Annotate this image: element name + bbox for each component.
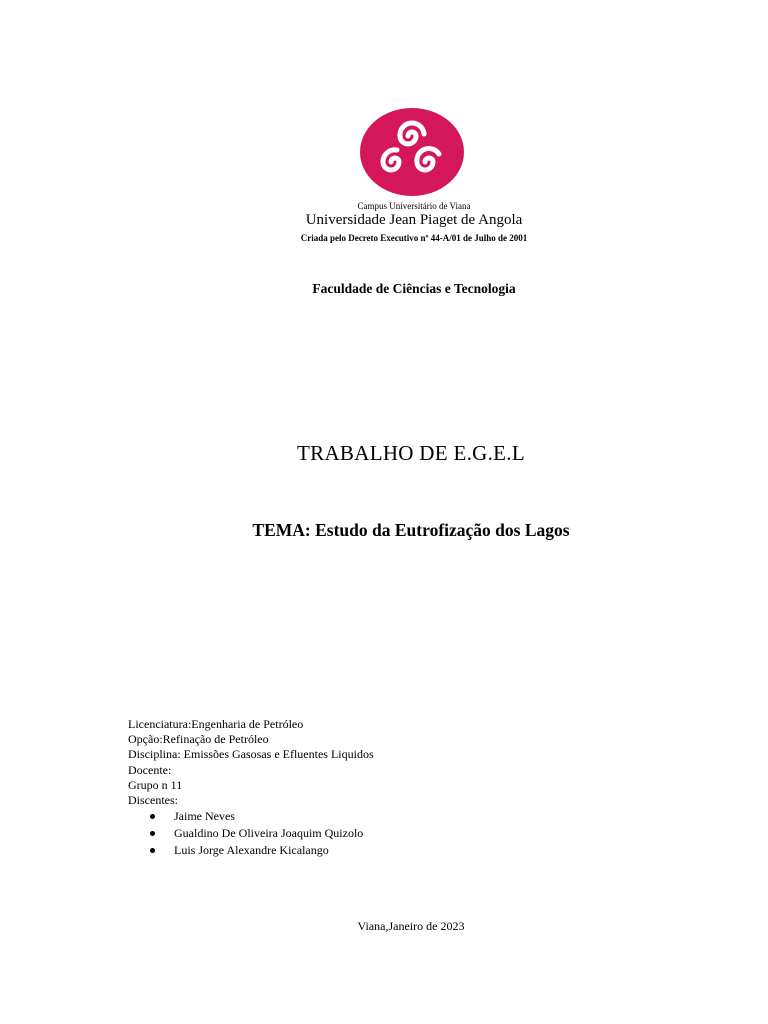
students-list [128, 808, 374, 859]
opcao-line: Opção:Refinação de Petróleo [128, 732, 269, 747]
document-theme: TEMA: Estudo da Eutrofização dos Lagos [252, 520, 570, 540]
student-name: Gualdino De Oliveira Joaquim Quizolo [174, 826, 364, 841]
docente-line: Docente: [128, 762, 172, 777]
info-block [128, 717, 374, 859]
bullet-icon [150, 848, 155, 853]
student-name: Luis Jorge Alexandre Kicalango [174, 843, 329, 858]
place-date: Viana,Janeiro de 2023 [357, 919, 465, 933]
triple-spiral-logo-icon [358, 106, 466, 198]
bullet-icon [150, 831, 155, 836]
list-item [128, 808, 374, 825]
list-item [128, 825, 374, 842]
disciplina-line: Disciplina: Emissões Gasosas e Efluentes Liquidos [128, 747, 374, 762]
decree-text: Criada pelo Decreto Executivo nº 44-A/01 de Julho de 2001 [300, 233, 528, 243]
student-name: Jaime Neves [174, 809, 235, 824]
document-title: TRABALHO DE E.G.E.L [297, 441, 525, 465]
university-name: Universidade Jean Piaget de Angola [305, 212, 523, 228]
bullet-icon [150, 814, 155, 819]
discentes-label: Discentes: [128, 793, 178, 808]
list-item [128, 842, 374, 859]
licenciatura-line: Licenciatura:Engenharia de Petróleo [128, 717, 304, 731]
grupo-line: Grupo n 11 [128, 777, 183, 792]
campus-name: Campus Universitário de Viana [357, 201, 471, 211]
faculty-name: Faculdade de Ciências e Tecnologia [312, 281, 516, 296]
